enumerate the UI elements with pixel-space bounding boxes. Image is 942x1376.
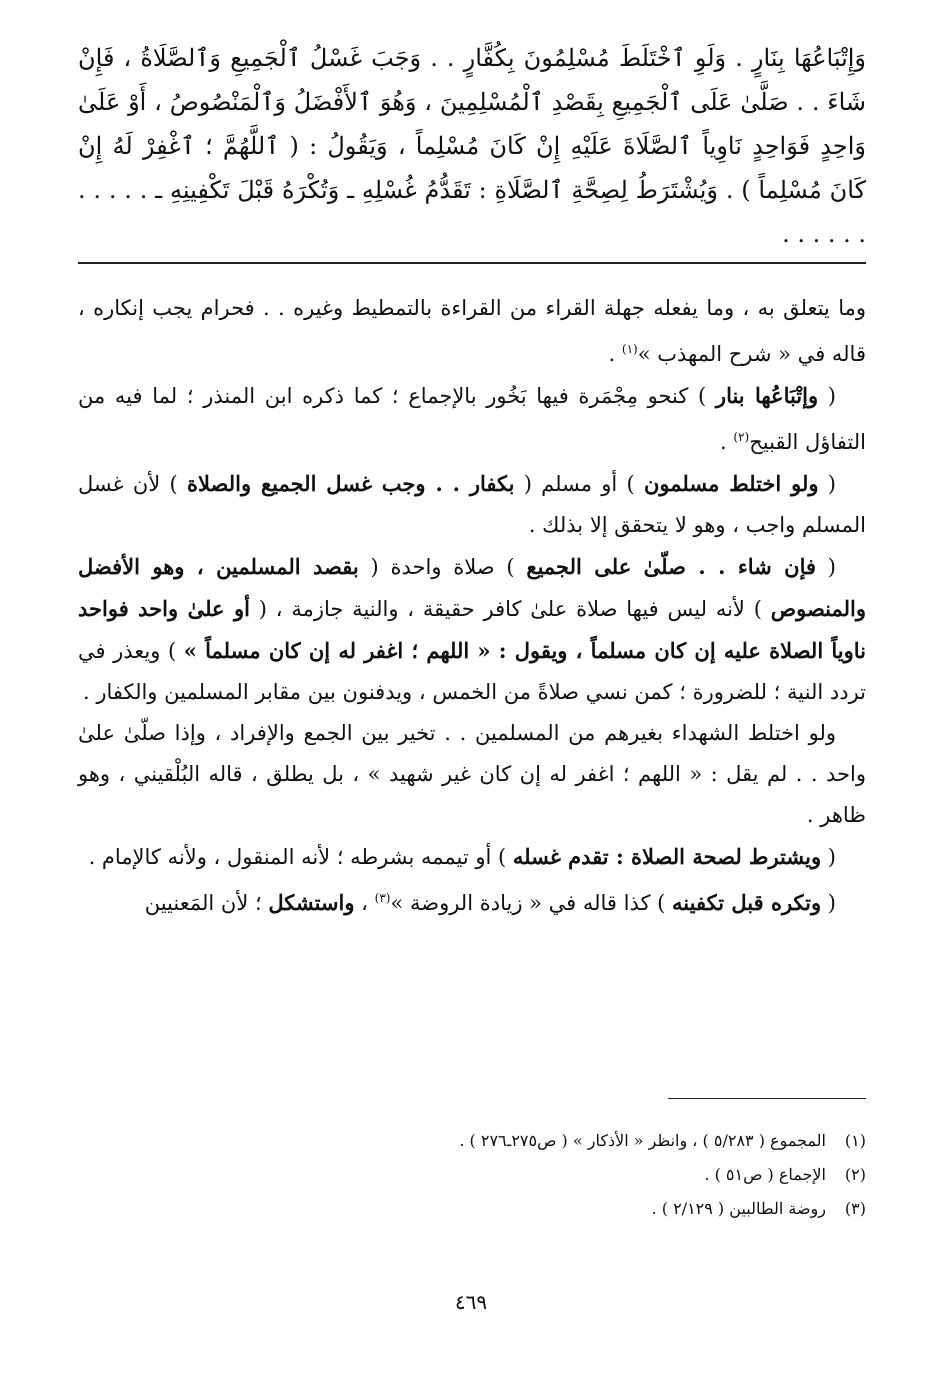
commentary-paragraph [78,878,866,924]
commentary-text: ) ويعذر في تردد النية ؛ للضرورة ؛ كمن نسي صلاةً من الخمس ، ويدفنون بين مقابر المسلمين والكفار . [78,639,866,704]
commentary-block [78,288,866,924]
commentary-text: ) كذا قاله في « زيادة الروضة » [390,891,673,915]
matn-quote: فإن شاء . . صلّىٰ على الجميع [526,554,817,579]
commentary-text: . [608,342,622,366]
footnote-text: الإجماع ( ص٥١ ) . [704,1165,826,1184]
matn-text: وَإِتْبَاعُهَا بِنَارٍ . وَلَوِ ٱخْتَلَطَ مُسْلِمُونَ بِكُفَّارٍ . . وَجَبَ غَسْلُ ٱلْجَمِيعِ وَٱلصَّلَاةُ ، فَإِنْ شَاءَ . . صَلَّىٰ عَلَى ٱلْجَمِيعِ بِقَصْدِ ٱلْمُسْلِمِينَ ، وَهُوَ ٱلأَفْضَلُ وَٱلْمَنْصُوصُ ، أَوْ عَلَىٰ وَاحِدٍ فَوَاحِدٍ نَاوِياً ٱلصَّلَاةَ عَلَيْهِ إِنْ كَانَ مُسْلِماً ، وَيَقُولُ : ( ٱللَّهُمَّ ؛ ٱغْفِرْ لَهُ إِنْ كَانَ مُسْلِماً ) . وَيُشْتَرَطُ لِصِحَّةِ ٱلصَّلَاةِ : تَقَدُّمُ غُسْلِهِ ـ وَتُكْرَهُ قَبْلَ تَكْفِينِهِ ـ . . . . . . . . . . . [78,44,867,248]
matn-quote: بقصد المسلمين ، وهو الأفضل والمنصوص [78,554,867,621]
commentary-paragraph [78,713,866,836]
commentary-paragraph [78,463,866,546]
footnote [78,1124,866,1158]
commentary-text: ولو اختلط الشهداء بغيرهم من المسلمين . . تخير بين الجمع والإفراد ، وإذا صلّىٰ علىٰ واحد . . لم يقل : « اللهم ؛ اغفر له إن كان غير شهيد » ، بل يطلق ، قاله البُلْقيني ، وهو ظاهر . [78,721,866,827]
footnote-ref: (١) [621,342,638,356]
commentary-paragraph [78,288,866,375]
matn-text-block [78,36,866,256]
matn-quote: ولو اختلط مسلمون [643,471,819,496]
commentary-text: ( [818,384,836,408]
footnote-number: (٢) [844,1165,866,1184]
footnote-text: روضة الطالبين ( ٢/١٢٩ ) . [651,1199,826,1218]
matn-quote: وإتْبَاعُها بنار [715,383,819,408]
matn-quote: ويشترط لصحة الصلاة : تقدم غسله [512,844,822,869]
footnote-text: المجموع ( ٥/٢٨٣ ) ، وانظر « الأذكار » ( ص٢٧٥ـ٢٧٦ ) . [459,1131,826,1150]
footnote-divider [668,1098,866,1099]
commentary-paragraph [78,546,866,713]
commentary-text: ( [821,891,836,915]
footnote-ref: (٣) [374,891,391,905]
matn-divider [78,262,866,264]
commentary-text: ) أو مسلم ( [514,472,644,496]
matn-quote: واستشكل [268,890,355,915]
footnote [78,1192,866,1226]
commentary-paragraph [78,375,866,463]
commentary-text: ) كنحو مِجْمَرة فيها بَخُور بالإجماع ؛ كما ذكره ابن المنذر ؛ لما فيه من التفاؤل القبيح [78,384,866,454]
commentary-text: ) صلاة واحدة ( [358,555,527,579]
commentary-text: ) لأنه ليس فيها صلاة علىٰ كافر حقيقة ، والنية جازمة ، ( [249,597,771,621]
footnote-ref: (٢) [733,430,750,444]
commentary-text: ؛ لأن المَعنيين [144,891,269,915]
commentary-text: ( [818,472,836,496]
matn-quote: وتكره قبل تكفينه [672,890,822,915]
commentary-text: ( [821,845,836,869]
commentary-text: ) أو تيممه بشرطه ؛ لأنه المنقول ، ولأنه كالإمام . [88,845,513,869]
commentary-text: وما يتعلق به ، وما يفعله جهلة القراء من القراءة بالتمطيط وغيره . . فحرام يجب إنكاره ، قاله في « شرح المهذب » [78,296,866,366]
footnote-number: (١) [844,1131,866,1150]
commentary-text: ( [816,555,836,579]
footnote [78,1158,866,1192]
commentary-paragraph [78,836,866,878]
footnote-number: (٣) [844,1199,866,1218]
commentary-text: ، [354,891,375,915]
page-number: ٤٦٩ [454,1290,488,1314]
commentary-text: . [720,430,734,454]
matn-quote: بكفار . . وجب غسل الجميع والصلاة [186,471,515,496]
footnotes-block [78,1124,866,1226]
commentary-text: ) لأن غسل المسلم واجب ، وهو لا يتحقق إلا بذلك . [78,472,866,537]
matn-quote: أو علىٰ واحد فواحد ناوياً الصلاة عليه إن كان مسلماً ، ويقول : « اللهم ؛ اغفر له إن كان مسلماً » [78,596,867,663]
